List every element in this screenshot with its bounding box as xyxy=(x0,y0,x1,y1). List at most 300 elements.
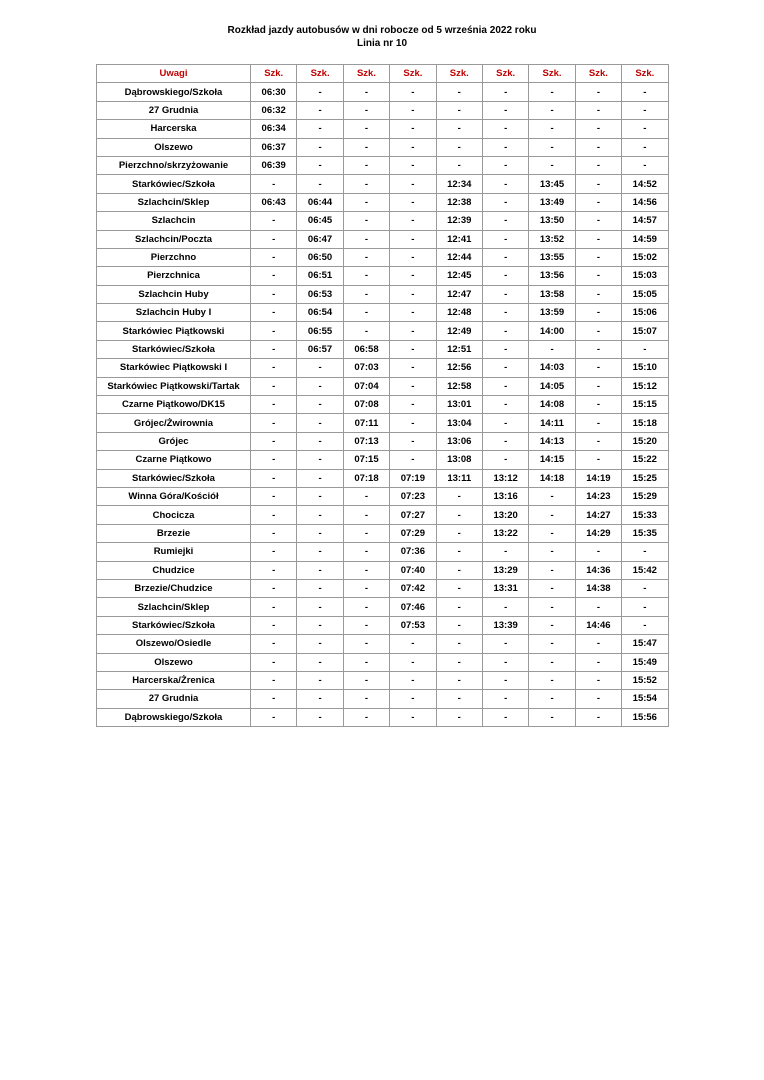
departure-time-cell: - xyxy=(390,193,436,211)
departure-time-cell: - xyxy=(436,598,482,616)
departure-time-cell: 13:39 xyxy=(482,616,528,634)
departure-time-cell: - xyxy=(482,248,528,266)
departure-time-cell: - xyxy=(251,230,297,248)
departure-time-cell: - xyxy=(575,653,621,671)
table-row xyxy=(97,212,669,230)
departure-time-cell: 13:06 xyxy=(436,432,482,450)
departure-time-cell: 07:08 xyxy=(343,396,389,414)
departure-time-cell: - xyxy=(297,156,343,174)
departure-time-cell: 06:54 xyxy=(297,304,343,322)
departure-time-cell: - xyxy=(482,708,528,726)
departure-time-cell: - xyxy=(575,138,621,156)
departure-time-cell: - xyxy=(575,175,621,193)
departure-time-cell: - xyxy=(390,653,436,671)
departure-time-cell: 14:18 xyxy=(529,469,575,487)
departure-time-cell: - xyxy=(390,175,436,193)
departure-time-cell: 06:44 xyxy=(297,193,343,211)
stop-name-cell: Szlachcin xyxy=(97,212,251,230)
departure-time-cell: - xyxy=(390,671,436,689)
departure-time-cell: - xyxy=(482,543,528,561)
departure-time-cell: - xyxy=(390,101,436,119)
departure-time-cell: 14:11 xyxy=(529,414,575,432)
table-row xyxy=(97,156,669,174)
departure-time-cell: - xyxy=(529,671,575,689)
departure-time-cell: - xyxy=(297,708,343,726)
departure-time-cell: - xyxy=(529,616,575,634)
departure-time-cell: - xyxy=(436,690,482,708)
departure-time-cell: - xyxy=(436,635,482,653)
departure-time-cell: - xyxy=(482,138,528,156)
stop-name-cell: Brzezie/Chudzice xyxy=(97,579,251,597)
stop-name-cell: Winna Góra/Kościół xyxy=(97,487,251,505)
departure-time-cell: 15:29 xyxy=(622,487,668,505)
page-title: Rozkład jazdy autobusów w dni robocze od 5 września 2022 roku xyxy=(227,25,537,36)
departure-time-cell: - xyxy=(575,212,621,230)
table-row xyxy=(97,506,669,524)
departure-time-cell: - xyxy=(297,432,343,450)
table-row xyxy=(97,487,669,505)
departure-time-cell: - xyxy=(482,690,528,708)
departure-time-cell: - xyxy=(251,543,297,561)
departure-time-cell: 12:39 xyxy=(436,212,482,230)
departure-time-cell: 06:53 xyxy=(297,285,343,303)
departure-time-cell: 14:13 xyxy=(529,432,575,450)
departure-time-cell: - xyxy=(297,359,343,377)
departure-time-cell: - xyxy=(482,377,528,395)
departure-time-cell: 13:50 xyxy=(529,212,575,230)
departure-time-cell: - xyxy=(297,396,343,414)
departure-time-cell: - xyxy=(390,138,436,156)
stop-name-cell: Czarne Piątkowo/DK15 xyxy=(97,396,251,414)
departure-time-cell: - xyxy=(529,83,575,101)
stop-name-cell: Starkówiec/Szkoła xyxy=(97,616,251,634)
departure-time-cell: 13:56 xyxy=(529,267,575,285)
departure-time-cell: - xyxy=(529,487,575,505)
column-header-course: Szk. xyxy=(482,65,528,83)
departure-time-cell: 13:55 xyxy=(529,248,575,266)
departure-time-cell: - xyxy=(390,432,436,450)
departure-time-cell: - xyxy=(343,598,389,616)
stop-name-cell: Szlachcin/Sklep xyxy=(97,598,251,616)
departure-time-cell: 14:08 xyxy=(529,396,575,414)
departure-time-cell: - xyxy=(436,616,482,634)
departure-time-cell: - xyxy=(251,671,297,689)
departure-time-cell: 06:43 xyxy=(251,193,297,211)
departure-time-cell: - xyxy=(529,635,575,653)
departure-time-cell: 07:03 xyxy=(343,359,389,377)
departure-time-cell: 15:06 xyxy=(622,304,668,322)
departure-time-cell: 14:52 xyxy=(622,175,668,193)
departure-time-cell: - xyxy=(622,543,668,561)
departure-time-cell: - xyxy=(251,248,297,266)
departure-time-cell: 15:33 xyxy=(622,506,668,524)
departure-time-cell: - xyxy=(482,414,528,432)
departure-time-cell: 12:49 xyxy=(436,322,482,340)
departure-time-cell: - xyxy=(436,138,482,156)
stop-name-cell: Starkówiec/Szkoła xyxy=(97,469,251,487)
departure-time-cell: - xyxy=(297,175,343,193)
stop-name-cell: Olszewo/Osiedle xyxy=(97,635,251,653)
column-header-course: Szk. xyxy=(390,65,436,83)
departure-time-cell: 12:44 xyxy=(436,248,482,266)
departure-time-cell: 06:50 xyxy=(297,248,343,266)
departure-time-cell: - xyxy=(251,414,297,432)
departure-time-cell: - xyxy=(251,616,297,634)
table-row xyxy=(97,193,669,211)
departure-time-cell: - xyxy=(251,396,297,414)
departure-time-cell: - xyxy=(575,690,621,708)
departure-time-cell: 07:40 xyxy=(390,561,436,579)
departure-time-cell: - xyxy=(390,230,436,248)
departure-time-cell: 15:10 xyxy=(622,359,668,377)
table-row xyxy=(97,359,669,377)
departure-time-cell: - xyxy=(343,83,389,101)
departure-time-cell: - xyxy=(251,175,297,193)
departure-time-cell: - xyxy=(297,487,343,505)
departure-time-cell: - xyxy=(575,635,621,653)
stop-name-cell: Rumiejki xyxy=(97,543,251,561)
departure-time-cell: 12:45 xyxy=(436,267,482,285)
departure-time-cell: - xyxy=(297,120,343,138)
departure-time-cell: - xyxy=(251,579,297,597)
departure-time-cell: 13:45 xyxy=(529,175,575,193)
departure-time-cell: - xyxy=(251,212,297,230)
departure-time-cell: - xyxy=(622,156,668,174)
departure-time-cell: 13:29 xyxy=(482,561,528,579)
departure-time-cell: 14:59 xyxy=(622,230,668,248)
departure-time-cell: 13:58 xyxy=(529,285,575,303)
stop-name-cell: Olszewo xyxy=(97,138,251,156)
departure-time-cell: - xyxy=(251,285,297,303)
departure-time-cell: - xyxy=(529,598,575,616)
departure-time-cell: - xyxy=(297,414,343,432)
departure-time-cell: - xyxy=(297,561,343,579)
stop-name-cell: Szlachcin/Poczta xyxy=(97,230,251,248)
departure-time-cell: 15:05 xyxy=(622,285,668,303)
departure-time-cell: - xyxy=(251,340,297,358)
departure-time-cell: - xyxy=(622,83,668,101)
departure-time-cell: - xyxy=(343,708,389,726)
departure-time-cell: - xyxy=(297,83,343,101)
table-row xyxy=(97,524,669,542)
departure-time-cell: 12:51 xyxy=(436,340,482,358)
table-row xyxy=(97,101,669,119)
departure-time-cell: - xyxy=(390,690,436,708)
departure-time-cell: - xyxy=(575,267,621,285)
departure-time-cell: - xyxy=(390,212,436,230)
table-row xyxy=(97,635,669,653)
departure-time-cell: 15:52 xyxy=(622,671,668,689)
departure-time-cell: - xyxy=(575,322,621,340)
table-row xyxy=(97,579,669,597)
departure-time-cell: - xyxy=(251,377,297,395)
stop-name-cell: Grójec xyxy=(97,432,251,450)
departure-time-cell: 14:36 xyxy=(575,561,621,579)
departure-time-cell: 07:18 xyxy=(343,469,389,487)
stop-name-cell: Olszewo xyxy=(97,653,251,671)
departure-time-cell: 15:49 xyxy=(622,653,668,671)
departure-time-cell: - xyxy=(482,267,528,285)
departure-time-cell: - xyxy=(622,101,668,119)
departure-time-cell: - xyxy=(529,561,575,579)
departure-time-cell: 07:13 xyxy=(343,432,389,450)
departure-time-cell: - xyxy=(251,469,297,487)
departure-time-cell: - xyxy=(436,83,482,101)
departure-time-cell: 12:48 xyxy=(436,304,482,322)
departure-time-cell: - xyxy=(297,451,343,469)
departure-time-cell: - xyxy=(297,377,343,395)
departure-time-cell: - xyxy=(297,506,343,524)
departure-time-cell: 07:46 xyxy=(390,598,436,616)
departure-time-cell: 14:57 xyxy=(622,212,668,230)
departure-time-cell: 13:04 xyxy=(436,414,482,432)
departure-time-cell: 07:29 xyxy=(390,524,436,542)
column-header-course: Szk. xyxy=(343,65,389,83)
departure-time-cell: 13:08 xyxy=(436,451,482,469)
table-row xyxy=(97,322,669,340)
departure-time-cell: - xyxy=(436,101,482,119)
departure-time-cell: - xyxy=(390,340,436,358)
departure-time-cell: 15:25 xyxy=(622,469,668,487)
table-row xyxy=(97,451,669,469)
departure-time-cell: 15:15 xyxy=(622,396,668,414)
departure-time-cell: - xyxy=(575,340,621,358)
departure-time-cell: - xyxy=(436,708,482,726)
departure-time-cell: 06:55 xyxy=(297,322,343,340)
table-row xyxy=(97,432,669,450)
departure-time-cell: 13:20 xyxy=(482,506,528,524)
departure-time-cell: - xyxy=(436,671,482,689)
departure-time-cell: - xyxy=(529,579,575,597)
departure-time-cell: - xyxy=(390,708,436,726)
departure-time-cell: 13:59 xyxy=(529,304,575,322)
departure-time-cell: - xyxy=(622,616,668,634)
stop-name-cell: Harcerska xyxy=(97,120,251,138)
stop-name-cell: Harcerska/Żrenica xyxy=(97,671,251,689)
departure-time-cell: 14:56 xyxy=(622,193,668,211)
departure-time-cell: - xyxy=(482,101,528,119)
departure-time-cell: 14:38 xyxy=(575,579,621,597)
departure-time-cell: 06:30 xyxy=(251,83,297,101)
departure-time-cell: - xyxy=(575,285,621,303)
departure-time-cell: - xyxy=(251,451,297,469)
departure-time-cell: 06:51 xyxy=(297,267,343,285)
departure-time-cell: 06:45 xyxy=(297,212,343,230)
table-row xyxy=(97,708,669,726)
table-row xyxy=(97,304,669,322)
departure-time-cell: 15:18 xyxy=(622,414,668,432)
departure-time-cell: - xyxy=(436,156,482,174)
column-header-course: Szk. xyxy=(575,65,621,83)
table-row xyxy=(97,598,669,616)
departure-time-cell: 06:37 xyxy=(251,138,297,156)
departure-time-cell: - xyxy=(343,212,389,230)
departure-time-cell: 14:19 xyxy=(575,469,621,487)
departure-time-cell: 07:19 xyxy=(390,469,436,487)
departure-time-cell: 12:34 xyxy=(436,175,482,193)
departure-time-cell: 07:53 xyxy=(390,616,436,634)
departure-time-cell: - xyxy=(529,690,575,708)
departure-time-cell: - xyxy=(436,487,482,505)
departure-time-cell: - xyxy=(343,671,389,689)
departure-time-cell: - xyxy=(390,322,436,340)
departure-time-cell: - xyxy=(436,543,482,561)
departure-time-cell: - xyxy=(482,120,528,138)
stop-name-cell: Chudzice xyxy=(97,561,251,579)
departure-time-cell: - xyxy=(575,671,621,689)
departure-time-cell: - xyxy=(343,506,389,524)
departure-time-cell: - xyxy=(482,598,528,616)
departure-time-cell: - xyxy=(482,212,528,230)
departure-time-cell: - xyxy=(343,304,389,322)
stop-name-cell: Pierzchno xyxy=(97,248,251,266)
departure-time-cell: - xyxy=(251,267,297,285)
departure-time-cell: - xyxy=(575,193,621,211)
departure-time-cell: 15:47 xyxy=(622,635,668,653)
departure-time-cell: - xyxy=(529,708,575,726)
table-row xyxy=(97,138,669,156)
departure-time-cell: - xyxy=(297,101,343,119)
departure-time-cell: 15:07 xyxy=(622,322,668,340)
stop-name-cell: Szlachcin Huby xyxy=(97,285,251,303)
departure-time-cell: - xyxy=(529,524,575,542)
stop-name-cell: Chocicza xyxy=(97,506,251,524)
departure-time-cell: 15:20 xyxy=(622,432,668,450)
departure-time-cell: 15:22 xyxy=(622,451,668,469)
departure-time-cell: 14:27 xyxy=(575,506,621,524)
departure-time-cell: - xyxy=(436,579,482,597)
stop-name-cell: Pierzchnica xyxy=(97,267,251,285)
table-row xyxy=(97,377,669,395)
stop-name-cell: Dąbrowskiego/Szkoła xyxy=(97,83,251,101)
departure-time-cell: 12:58 xyxy=(436,377,482,395)
departure-time-cell: - xyxy=(390,359,436,377)
departure-time-cell: - xyxy=(390,377,436,395)
stop-name-cell: Dąbrowskiego/Szkoła xyxy=(97,708,251,726)
stop-name-cell: 27 Grudnia xyxy=(97,690,251,708)
departure-time-cell: - xyxy=(297,524,343,542)
departure-time-cell: - xyxy=(529,101,575,119)
departure-time-cell: - xyxy=(436,561,482,579)
departure-time-cell: 14:03 xyxy=(529,359,575,377)
column-header-course: Szk. xyxy=(622,65,668,83)
table-row xyxy=(97,414,669,432)
departure-time-cell: 06:57 xyxy=(297,340,343,358)
column-header-notes: Uwagi xyxy=(97,65,251,83)
departure-time-cell: - xyxy=(575,377,621,395)
departure-time-cell: - xyxy=(436,506,482,524)
column-header-course: Szk. xyxy=(436,65,482,83)
departure-time-cell: - xyxy=(297,598,343,616)
departure-time-cell: - xyxy=(251,359,297,377)
departure-time-cell: - xyxy=(251,708,297,726)
departure-time-cell: - xyxy=(297,690,343,708)
departure-time-cell: - xyxy=(343,175,389,193)
departure-time-cell: - xyxy=(482,156,528,174)
page-header xyxy=(0,24,764,50)
departure-time-cell: - xyxy=(575,120,621,138)
departure-time-cell: - xyxy=(343,543,389,561)
departure-time-cell: 15:02 xyxy=(622,248,668,266)
departure-time-cell: 06:34 xyxy=(251,120,297,138)
departure-time-cell: 07:27 xyxy=(390,506,436,524)
table-row xyxy=(97,175,669,193)
departure-time-cell: - xyxy=(297,671,343,689)
departure-time-cell: - xyxy=(343,138,389,156)
table-row xyxy=(97,120,669,138)
departure-time-cell: 07:36 xyxy=(390,543,436,561)
table-row xyxy=(97,285,669,303)
departure-time-cell: - xyxy=(622,598,668,616)
departure-time-cell: - xyxy=(436,524,482,542)
departure-time-cell: - xyxy=(297,579,343,597)
table-row xyxy=(97,267,669,285)
departure-time-cell: - xyxy=(343,653,389,671)
departure-time-cell: - xyxy=(251,322,297,340)
departure-time-cell: - xyxy=(482,671,528,689)
departure-time-cell: 15:12 xyxy=(622,377,668,395)
departure-time-cell: - xyxy=(482,230,528,248)
departure-time-cell: - xyxy=(390,83,436,101)
table-row xyxy=(97,248,669,266)
departure-time-cell: 07:15 xyxy=(343,451,389,469)
departure-time-cell: - xyxy=(251,432,297,450)
stop-name-cell: Starkówiec Piątkowski/Tartak xyxy=(97,377,251,395)
departure-time-cell: - xyxy=(575,708,621,726)
departure-time-cell: - xyxy=(390,396,436,414)
departure-time-cell: - xyxy=(529,340,575,358)
stop-name-cell: Starkówiec Piątkowski xyxy=(97,322,251,340)
departure-time-cell: - xyxy=(343,561,389,579)
departure-time-cell: 06:58 xyxy=(343,340,389,358)
departure-time-cell: 13:12 xyxy=(482,469,528,487)
departure-time-cell: - xyxy=(575,156,621,174)
departure-time-cell: - xyxy=(343,267,389,285)
departure-time-cell: 13:52 xyxy=(529,230,575,248)
departure-time-cell: - xyxy=(529,138,575,156)
departure-time-cell: 13:01 xyxy=(436,396,482,414)
departure-time-cell: - xyxy=(482,432,528,450)
line-number: Linia nr 10 xyxy=(356,38,407,49)
departure-time-cell: - xyxy=(482,304,528,322)
departure-time-cell: - xyxy=(343,248,389,266)
departure-time-cell: 12:56 xyxy=(436,359,482,377)
departure-time-cell: 14:23 xyxy=(575,487,621,505)
departure-time-cell: - xyxy=(575,598,621,616)
stop-name-cell: Grójec/Żwirownia xyxy=(97,414,251,432)
departure-time-cell: 13:49 xyxy=(529,193,575,211)
departure-time-cell: - xyxy=(482,359,528,377)
table-row xyxy=(97,469,669,487)
departure-time-cell: - xyxy=(343,487,389,505)
departure-time-cell: - xyxy=(251,506,297,524)
departure-time-cell: - xyxy=(343,285,389,303)
departure-time-cell: - xyxy=(482,285,528,303)
departure-time-cell: - xyxy=(251,635,297,653)
departure-time-cell: - xyxy=(390,451,436,469)
table-row xyxy=(97,83,669,101)
departure-time-cell: - xyxy=(529,120,575,138)
departure-time-cell: - xyxy=(575,451,621,469)
departure-time-cell: 15:56 xyxy=(622,708,668,726)
departure-time-cell: - xyxy=(482,193,528,211)
table-row xyxy=(97,653,669,671)
departure-time-cell: 06:39 xyxy=(251,156,297,174)
departure-time-cell: 13:16 xyxy=(482,487,528,505)
departure-time-cell: - xyxy=(390,304,436,322)
departure-time-cell: - xyxy=(529,543,575,561)
departure-time-cell: 07:23 xyxy=(390,487,436,505)
